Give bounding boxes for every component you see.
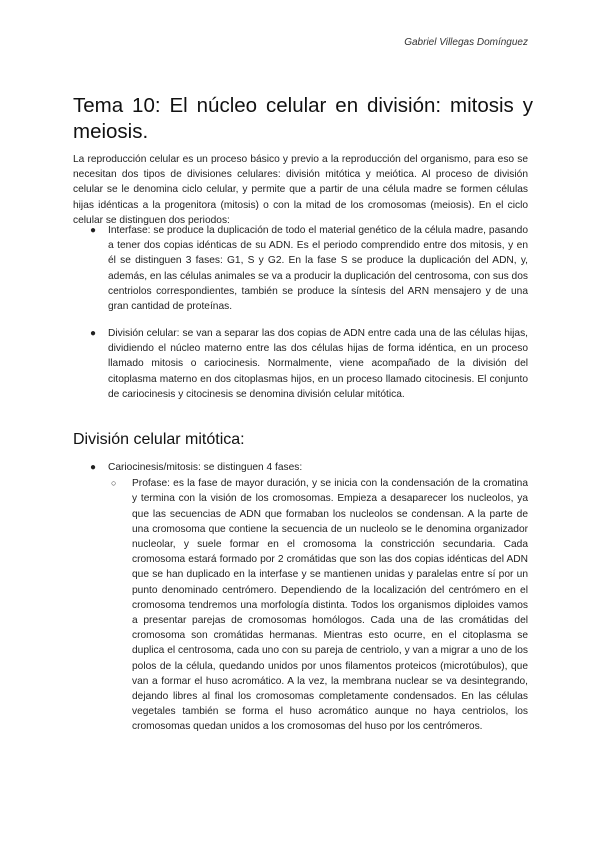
cell-cycle-periods-list (73, 223, 528, 314)
list-item-cariocinesis (73, 460, 528, 735)
sub-list-item-text: Profase: es la fase de mayor duración, y se inicia con la condensación de la cromatina y termina con la visión de los cromosomas. Empieza a desaparecer los nucleolos, ya que las secuencias de ADN que formaban los nucleolos se condensan. A la parte de una cromosoma que contiene la secuencia de un nucleolo se le denomina organizador nucleolar, y suele formar en el cromosoma la constricción secundaria. Cada cromosoma estará formado por 2 cromátidas que son las dos copias idénticas del ADN que se han duplicado en la interfase y se mantienen unidas y paralelas entre sí por un punto denominado centrómero. Dependiendo de la localización del centrómero en el cromosoma tendremos una morfología distinta. Todos los organismos diploides vamos a presentar parejas de cromosomas homólogos. Cada una de las cromátidas del cromosoma son cromátidas hermanas. Mientras esto ocurre, en el citoplasma se duplica el centrosoma, cada uno con su pareja de centriolo, y van a migrar a uno de los polos de la célula, quedando unidos por unos filamentos proteicos (microtúbulos), que van a formar el huso acromático. A la vez, la membrana nuclear se va desintegrando, dejando libres al final los cromosomas completamente condensados. En las células vegetales también se forma el huso acromático aunque no haya centriolos, los cromosomas quedan unidos a los cromosomas del huso por los centrómeros. (132, 478, 528, 733)
intro-paragraph: La reproducción celular es un proceso básico y previo a la reproducción del organismo, para eso se necesitan dos tipos de divisiones celulares: división mitótica y meiótica. Al proceso de división celular se le denomina ciclo celular, y permite que a partir de una célula madre se formen células hijas idénticas a la progenitora (mitosis) o con la mitad de los cromosomas (meiosis). En el ciclo celular se distinguen dos periodos: (73, 154, 528, 226)
cell-cycle-periods-list-continued (73, 326, 528, 402)
list-item-division-celular (73, 326, 528, 402)
bullet-dot-icon: ● (90, 225, 97, 236)
bullet-circle-icon: ○ (111, 478, 117, 489)
phases-list (108, 476, 528, 734)
list-item-text: Cariocinesis/mitosis: se distinguen 4 fases: (108, 462, 303, 473)
list-item-text: Interfase: se produce la duplicación de todo el material genético de la célula madre, pasando a tener dos copias idénticas de su ADN. Es el periodo comprendido entre dos mitosis, y en él se distinguen 3 fases: G1, S y G2. En la fase S se produce la duplicación del ADN, y, además, en las células animales se va a producir la duplicación del centrosoma, con sus dos centriolos correspondientes, también se produce la síntesis del ARN mensajero y de una gran cantidad de proteínas. (108, 225, 528, 313)
mitosis-list (73, 460, 528, 735)
page-title: Tema 10: El núcleo celular en división: mitosis y meiosis. (73, 94, 533, 143)
bullet-dot-icon: ● (90, 462, 97, 473)
author-name: Gabriel Villegas Domínguez (404, 37, 528, 48)
list-item-text: División celular: se van a separar las dos copias de ADN entre cada una de las células hijas, dividiendo el núcleo materno entre las dos células hijas de forma idéntica, en un proceso llamado mitosis o cariocinesis. Normalmente, viene acompañado de la división del citoplasma materno en dos citoplasmas hijos, en un proceso llamado citocinesis. El conjunto de cariocinesis y citocinesis se denomina división celular mitótica. (108, 328, 528, 400)
section-heading: División celular mitótica: (73, 431, 245, 448)
list-item-interfase (73, 223, 528, 314)
sub-list-item-profase (108, 476, 528, 734)
bullet-dot-icon: ● (90, 328, 97, 339)
